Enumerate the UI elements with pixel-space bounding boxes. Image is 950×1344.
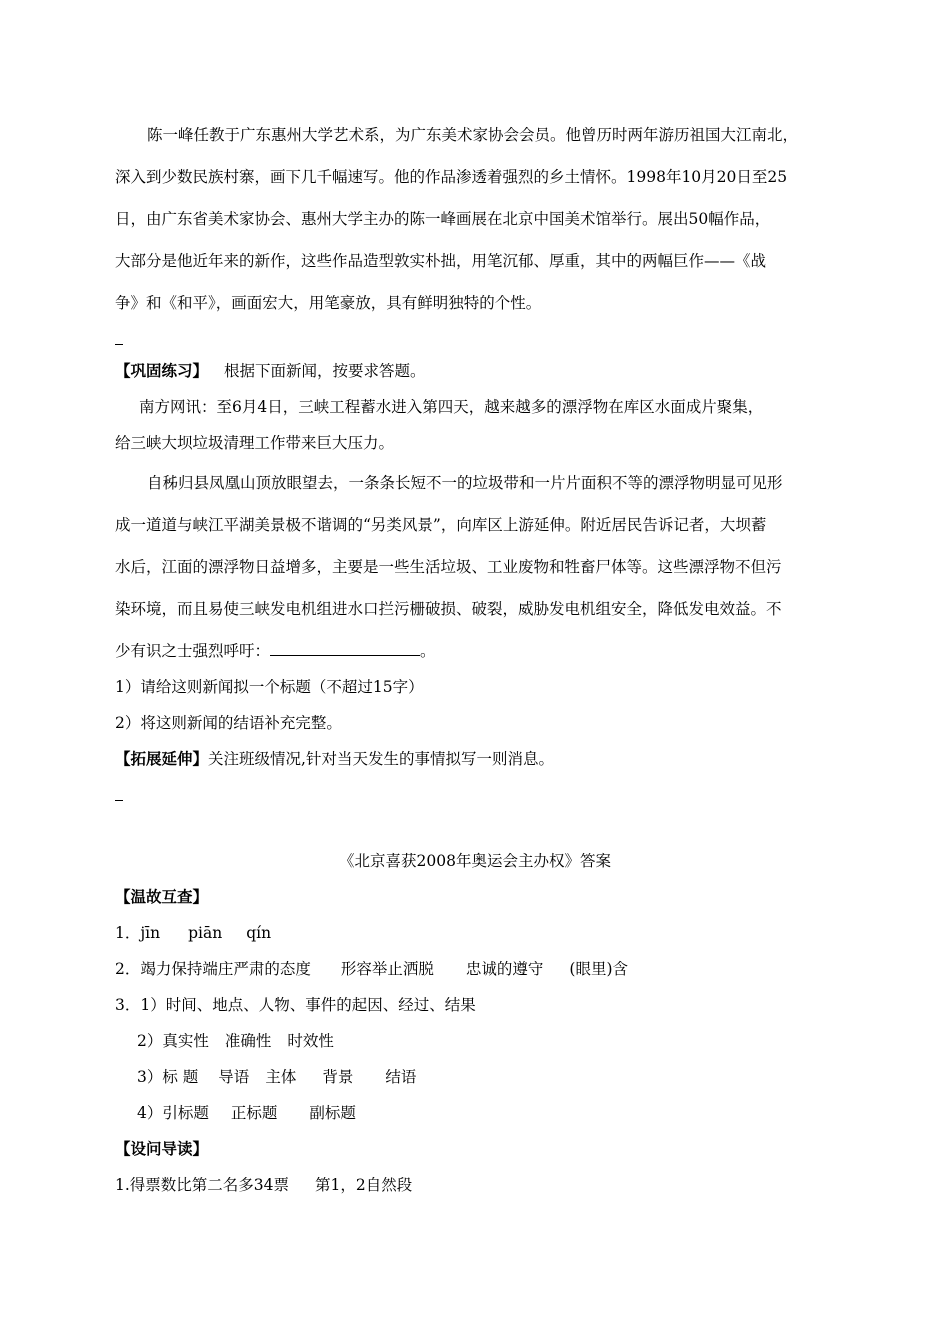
answer-3-3 (137, 1067, 416, 1087)
extension-text: 关注班级情况,针对当天发生的事情拟写一则消息。 (208, 750, 554, 768)
answer-2-part-4: (眼里)含 (569, 960, 629, 978)
news-p2-line-5 (115, 641, 436, 661)
news-p1-line-1: 南方网讯：至6月4日，三峡工程蓄水进入第四天，越来越多的漂浮物在库区水面成片聚集， (139, 398, 764, 416)
answer-3-2-part-3: 时效性 (287, 1032, 334, 1050)
answer-3-3-part-1: 3）标 题 (137, 1068, 199, 1086)
news-p2-line-5-text: 少有识之士强烈呼吁： (115, 642, 271, 660)
intro-line-1: 陈一峰任教于广东惠州大学艺术系，为广东美术家协会会员。他曾历时两年游历祖国大江南北， (147, 126, 799, 144)
news-p2-line-3: 水后，江面的漂浮物日益增多，主要是一些生活垃圾、工业废物和牲畜尸体等。这些漂浮物不但污 (115, 558, 782, 576)
news-p2-line-4: 染环境，而且易使三峡发电机组进水口拦污栅破损、破裂，威胁发电机组安全，降低发电效益。不 (115, 600, 782, 618)
answer-3-3-part-4: 背景 (322, 1068, 354, 1086)
answer-3: 3．1）时间、地点、人物、事件的起因、经过、结果 (115, 996, 476, 1014)
answer-3-3-part-5: 结语 (385, 1068, 417, 1086)
guide-heading: 【设问导读】 (115, 1139, 209, 1158)
answer-3-2-part-1: 2）真实性 (137, 1032, 209, 1050)
divider-mark-1 (115, 344, 123, 345)
answer-3-4-part-1: 4）引标题 (137, 1104, 209, 1122)
news-p2-line-1: 自秭归县凤凰山顶放眼望去，一条条长短不一的垃圾带和一片片面积不等的漂浮物明显可见形 (147, 474, 783, 492)
intro-line-4: 大部分是他近年来的新作，这些作品造型敦实朴拙，用笔沉郁、厚重，其中的两幅巨作——《战 (115, 252, 767, 270)
intro-line-5: 争》和《和平》，画面宏大，用笔豪放，具有鲜明独特的个性。 (115, 294, 542, 312)
practice-heading: 【巩固练习】 (115, 361, 209, 380)
answers-title: 《北京喜获2008年奥运会主办权》答案 (339, 852, 611, 870)
answer-3-4 (137, 1103, 356, 1123)
question-1: 1）请给这则新闻拟一个标题（不超过15字） (115, 678, 424, 696)
answer-1 (115, 923, 271, 943)
intro-line-2: 深入到少数民族村寨，画下几千幅速写。他的作品渗透着强烈的乡土情怀。1998年10月20日至25 (115, 168, 788, 186)
practice-heading-line (115, 361, 426, 381)
answer-2 (115, 959, 628, 979)
answer-blank[interactable] (270, 641, 420, 656)
guide-answer-1-part-1: 1.得票数比第二名多34票 (115, 1176, 290, 1194)
news-p2-line-2: 成一道道与峡江平湖美景极不谐调的“另类风景”，向库区上游延伸。附近居民告诉记者，大坝蓄 (115, 516, 767, 534)
extension-heading: 【拓展延伸】 (115, 749, 209, 768)
review-heading: 【温故互查】 (115, 887, 209, 906)
answer-1-part-2: piān (188, 924, 223, 942)
answer-3-2 (137, 1031, 334, 1051)
answer-2-part-3: 忠诚的遵守 (465, 960, 544, 978)
blank-end-punct: 。 (420, 642, 436, 660)
answer-3-4-part-3: 副标题 (309, 1104, 356, 1122)
answer-3-3-part-3: 主体 (265, 1068, 297, 1086)
answer-3-3-part-2: 导语 (218, 1068, 250, 1086)
guide-answer-1 (115, 1175, 412, 1195)
answer-1-part-1: 1．jīn (115, 924, 161, 942)
answer-1-part-3: qín (246, 924, 272, 942)
extension-line (115, 749, 554, 769)
answer-3-2-part-2: 准确性 (224, 1032, 272, 1050)
answer-3-4-part-2: 正标题 (230, 1104, 278, 1122)
answer-2-part-2: 形容举止洒脱 (340, 960, 434, 978)
divider-mark-2 (115, 800, 123, 801)
news-p1-line-2: 给三峡大坝垃圾清理工作带来巨大压力。 (115, 434, 395, 452)
practice-instruction: 根据下面新闻，按要求答题。 (224, 362, 426, 380)
intro-line-3: 日，由广东省美术家协会、惠州大学主办的陈一峰画展在北京中国美术馆举行。展出50幅作品， (115, 210, 771, 228)
question-2: 2）将这则新闻的结语补充完整。 (115, 714, 342, 732)
guide-answer-1-part-2: 第1，2自然段 (315, 1176, 413, 1194)
answer-2-part-1: 2．竭力保持端庄严肃的态度 (115, 960, 311, 978)
